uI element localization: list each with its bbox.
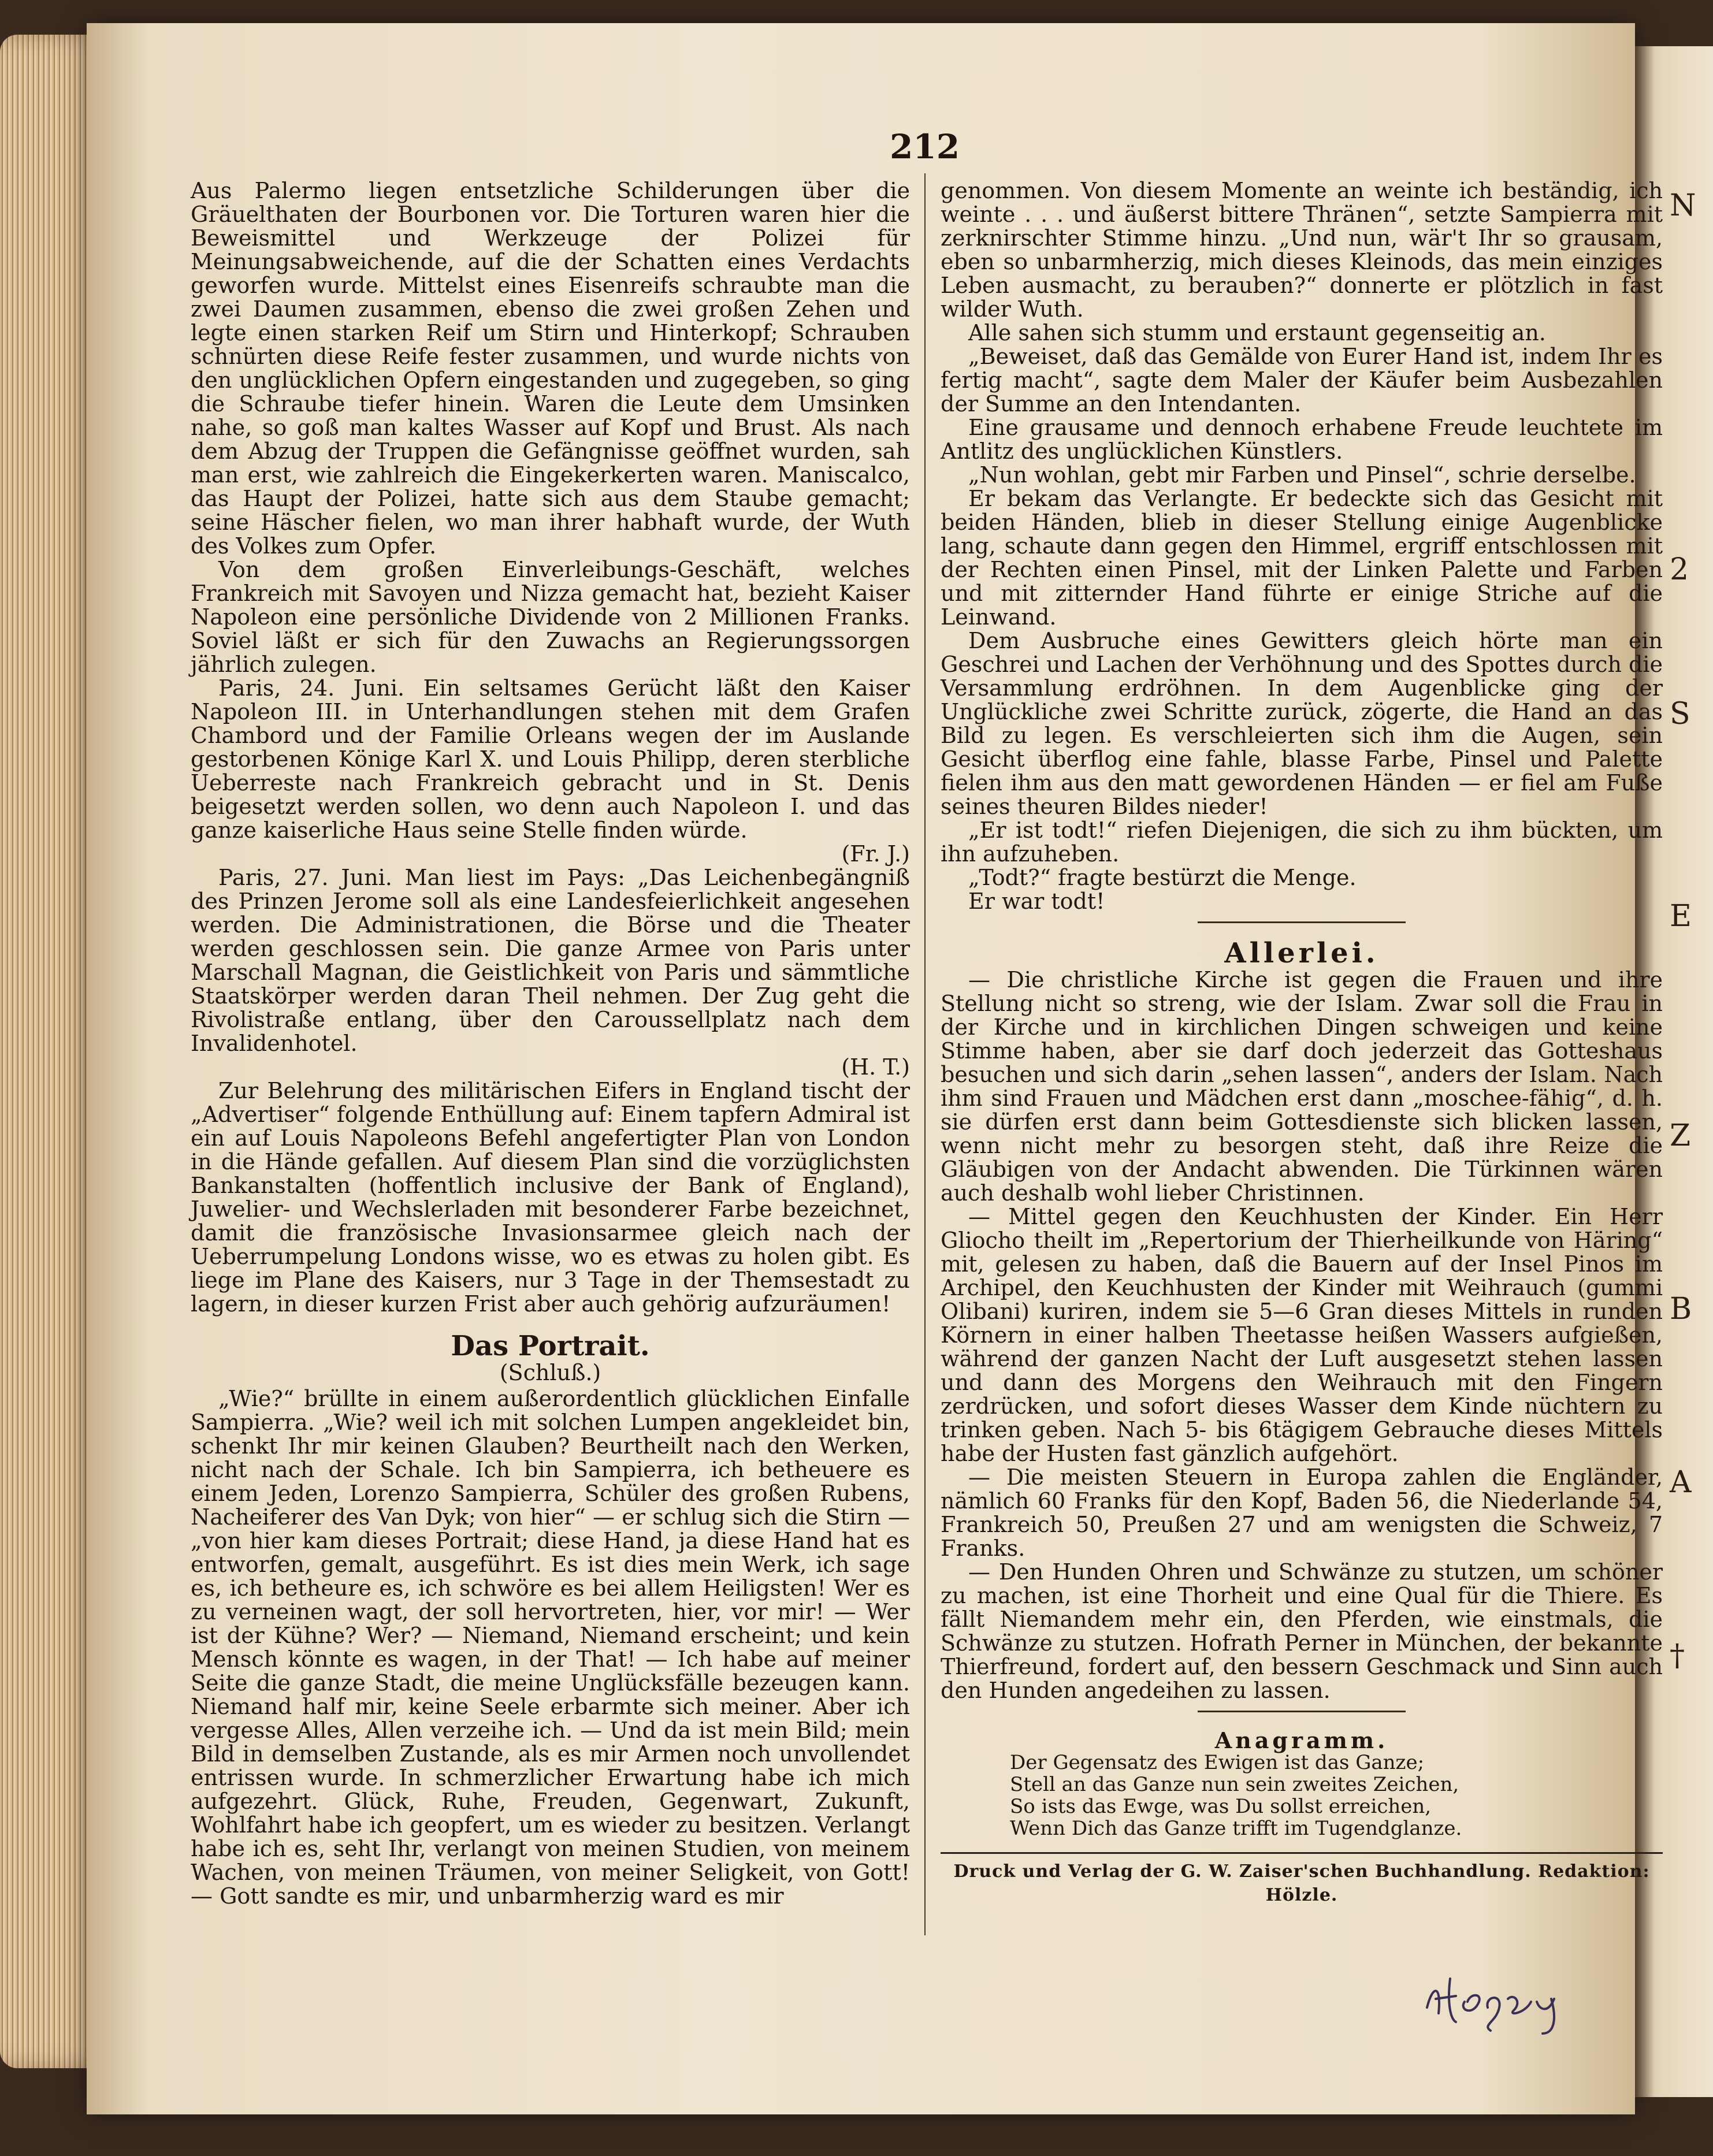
story-paragraph: „Nun wohlan, gebt mir Farben und Pinsel“, schrie derselbe. <box>968 462 1636 488</box>
story-paragraph: Er bekam das Verlangte. Er bedeckte sich das Gesicht mit beiden Händen, blieb in dieser Stellung einige Augenblicke lang, schaute dann gegen den Himmel, ergriff entschlossen mit der Rechten einen Pinsel, mit der Linken Palette und Farben und mit zitternder Hand führte er einige Striche auf die Leinwand. <box>941 486 1663 630</box>
news-paragraph: Von dem großen Einverleibungs-Geschäft, welches Frankreich mit Savoyen und Nizza gemacht hat, bezieht Kaiser Napoleon eine persönliche Dividende von 2 Millionen Franks. Soviel läßt er sich für den Zuwachs an Regierungssorgen jährlich zulegen. <box>191 557 910 677</box>
anagram-title: Anagramm. <box>1214 1727 1389 1753</box>
poem-line: So ists das Ewge, was Du sollst erreichen, <box>1010 1795 1432 1818</box>
news-paragraph: Aus Palermo liegen entsetzliche Schilderungen über die Gräuelthaten der Bourbonen vor. Die Torturen waren hier die Beweismittel und Werkzeuge der Polizei für Meinungsabweichende, auf die der Schatten eines Verdachts geworfen wurde. Mittelst eines Eisenreifs schraubte man die zwei Daumen zusammen, ebenso die zwei großen Zehen und legte einen starken Reif um Stirn und Hinterkopf; Schrauben schnürten diese Reife fester zusammen, und wurde nichts von den unglücklichen Opfern eingestanden und zugegeben, so ging die Schraube tiefer hinein. Waren die Leute dem Umsinken nahe, so goß man kaltes Wasser auf Kopf und Brust. Als nach dem Abzug der Truppen die Gefängnisse geöffnet wurden, sah man erst, wie zahlreich die Eingekerkerten waren. Maniscalco, das Haupt der Polizei, hatte sich aus dem Staube gemacht; seine Häscher fielen, wo man ihrer habhaft wurde, der Wuth des Volkes zum Opfer. <box>191 178 910 559</box>
story-paragraph: „Er ist todt!“ riefen Diejenigen, die sich zu ihm bückten, um ihn aufzuheben. <box>941 817 1663 867</box>
fragment-glyph: Z <box>1670 1118 1691 1153</box>
fragment-glyph: † <box>1670 1638 1685 1673</box>
miscellany-paragraph: — Den Hunden Ohren und Schwänze zu stutzen, um schöner zu machen, ist eine Thorheit und eine Qual für die Thiere. Es fällt Niemandem mehr ein, den Pferden, wie einstmals, die Schwänze zu stutzen. Hofrath Perner in München, der bekannte Thierfreund, fordert auf, den bessern Geschmack und Sinn auch den Hunden angedeihen zu lassen. <box>941 1559 1663 1703</box>
section-rule <box>1198 921 1406 923</box>
miscellany-paragraph: — Die christliche Kirche ist gegen die Frauen und ihre Stellung nicht so streng, wie der Islam. Zwar soll die Frau in der Kirche und in kirchlichen Dingen schweigen und keine Stimme haben, aber sie darf doch jederzeit das Gotteshaus besuchen und sich darin „sehen lassen“, anders der Islam. Nach ihm sind Frauen und Mädchen erst dann „moschee-fähig“, d. h. sie dürfen erst dann beim Gottesdienste sich blicken lassen, wenn nicht mehr zu besorgen steht, daß ihre Reize die Gläubigen von der Andacht abwenden. Die Türkinnen wären auch deshalb wohl lieber Christinnen. <box>941 967 1663 1206</box>
poem-line: Der Gegensatz des Ewigen ist das Ganze; <box>1010 1751 1425 1774</box>
right-column <box>941 179 1663 1907</box>
source-attribution: (Fr. J.) <box>841 841 910 867</box>
story-paragraph: Dem Ausbruche eines Gewitters gleich hörte man ein Geschrei und Lachen der Verhöhnung und des Spottes durch die Versammlung erdröhnen. In dem Augenblicke ging der Unglückliche zwei Schritte zurück, zögerte, die Hand an das Bild zu legen. Es verschleierten sich ihm die Augen, sein Gesicht überflog eine fahle, blasse Farbe, Pinsel und Palette fielen ihm aus den matt gewordenen Händen — er fiel am Fuße seines theuren Bildes nieder! <box>941 628 1663 819</box>
fragment-glyph: A <box>1670 1465 1692 1500</box>
fragment-glyph: E <box>1670 899 1692 934</box>
story-paragraph: „Beweiset, daß das Gemälde von Eurer Hand ist, indem Ihr es fertig macht“, sagte dem Maler der Käufer beim Ausbezahlen der Summe an den Intendanten. <box>941 344 1663 417</box>
fragment-glyph: 2 <box>1670 552 1689 587</box>
page-number: 212 <box>890 127 960 166</box>
fragment-glyph: N <box>1670 188 1696 223</box>
anagram-poem <box>941 1727 1663 1840</box>
story-paragraph: Er war todt! <box>968 889 1105 914</box>
fragment-glyph: S <box>1670 697 1690 731</box>
section-title-allerlei: Allerlei. <box>1224 937 1379 969</box>
story-paragraph: Eine grausame und dennoch erhabene Freude leuchtete im Antlitz des unglücklichen Künstlers. <box>941 415 1663 464</box>
miscellany-paragraph: — Mittel gegen den Keuchhusten der Kinder. Ein Herr Gliocho theilt im „Repertorium der Thierheilkunde von Häring“ mit, gelesen zu haben, daß die Bauern auf der Insel Pinos im Archipel, den Keuchhusten der Kinder mit Weihrauch (gummi Olibani) kuriren, indem sie 5—6 Gran dieses Mittels in runden Körnern in einer halben Theetasse heißen Wassers aufgießen, während der ganzen Nacht der Luft ausgesetzt stehen lassen und dann des Morgens den Weihrauch mit den Fingern zerdrücken, und sofort dieses Wasser dem Kinde nüchtern zu trinken geben. Nach 5- bis 6tägigem Gebrauche dieses Mittels habe der Husten fast gänzlich aufgehört. <box>941 1204 1663 1466</box>
news-paragraph: Paris, 27. Juni. Man liest im Pays: „Das Leichenbegängniß des Prinzen Jerome soll als eine Landesfeierlichkeit angesehen werden. Die Administrationen, die Börse und die Theater werden geschlossen sein. Die ganze Armee von Paris unter Marschall Magnan, die Geistlichkeit von Paris und sämmtliche Staatskörper werden daran Theil nehmen. Der Zug geht die Rivolistraße entlang, über den Caroussellplatz nach dem Invalidenhotel. <box>191 865 910 1056</box>
printer-imprint: Druck und Verlag der G. W. Zaiser'schen Buchhandlung. Redaktion: Hölzle. <box>953 1861 1650 1905</box>
story-paragraph: „Todt?“ fragte bestürzt die Menge. <box>968 865 1357 890</box>
fragment-glyph: B <box>1670 1292 1692 1326</box>
story-paragraph: Alle sahen sich stumm und erstaunt gegenseitig an. <box>968 320 1546 345</box>
story-paragraph: genommen. Von diesem Momente an weinte ich beständig, ich weinte . . . und äußerst bittere Thränen“, setzte Sampierra mit zerknirschter Stimme hinzu. „Und nun, wär't Ihr so grausam, eben so unbarmherzig, mich dieses Kleinods, das mein einziges Leben ausmacht, zu berauben?“ donnerte er plötzlich in fast wilder Wuth. <box>941 178 1663 322</box>
source-attribution: (H. T.) <box>841 1054 910 1080</box>
section-subtitle: (Schluß.) <box>499 1360 601 1385</box>
column-divider <box>924 173 926 1935</box>
section-rule <box>1198 1711 1406 1712</box>
news-paragraph: Paris, 24. Juni. Ein seltsames Gerücht läßt den Kaiser Napoleon III. in Unterhandlungen stehen mit dem Grafen Chambord und der Familie Orleans wegen der im Auslande gestorbenen Könige Karl X. und Louis Philipp, deren sterbliche Ueberreste nach Frankreich gebracht und in St. Denis beigesetzt werden sollen, wo denn auch Napoleon I. und das ganze kaiserliche Haus seine Stelle finden würde. <box>191 675 910 843</box>
left-column <box>191 179 910 1908</box>
story-paragraph: „Wie?“ brüllte in einem außerordentlich glücklichen Einfalle Sampierra. „Wie? weil ich mit solchen Lumpen angekleidet bin, schenkt Ihr mir keinen Glauben? Beurtheilt nach den Werken, nicht nach der Schale. Ich bin Sampierra, ich betheuere es einem Jeden, Lorenzo Sampierra, Schüler des großen Rubens, Nacheiferer des Van Dyk; von hier“ — er schlug sich die Stirn — „von hier kam dieses Portrait; diese Hand, ja diese Hand hat es entworfen, gemalt, ausgeführt. Es ist dies mein Werk, ich sage es, ich betheure es, ich schwöre es bei allem Heiligsten! Wer es zu verneinen wagt, der soll hervortreten, hier, vor mir! — Wer ist der Kühne? Wer? — Niemand, Niemand erscheint; und kein Mensch könnte es wagen, in der That! — Ich habe auf meiner Seite die ganze Stadt, die meine Unglücksfälle bezeugen kann. Niemand half mir, keine Seele erbarmte sich meiner. Aber ich vergesse Alles, Allen verzeihe ich. — Und da ist mein Bild; mein Bild in demselben Zustande, als es mir Armen noch unvollendet entrissen wurde. In schmerzlicher Erwartung habe ich mich aufgezehrt. Glück, Ruhe, Freuden, Gegenwart, Zukunft, Wohlfahrt habe ich geopfert, um es wieder zu besitzen. Verlangt habe ich es, seht Ihr, verlangt von meinen Studien, von meinem Wachen, von meinen Träumen, von meiner Seligkeit, von Gott! — Gott sandte es mir, und unbarmherzig ward es mir <box>191 1386 910 1909</box>
news-paragraph: Zur Belehrung des militärischen Eifers in England tischt der „Advertiser“ folgende Enthüllung auf: Einem tapfern Admiral ist ein auf Louis Napoleons Befehl angefertigter Plan von London in die Hände gefallen. Auf diesem Plan sind die vorzüglichsten Bankanstalten (hoffentlich inclusive der Bank of England), Juwelier- und Wechslerladen mit besonderer Farbe bezeichnet, damit die französische Invasionsarmee gleich nach der Ueberrumpelung Londons wisse, wo es etwas zu holen gibt. Es liege im Plane des Kaisers, nur 3 Tage in der Themsestadt zu lagern, in dieser kurzen Frist aber auch gehörig aufzuräumen! <box>191 1078 910 1317</box>
miscellany-paragraph: — Die meisten Steuern in Europa zahlen die Engländer, nämlich 60 Franks für den Kopf, Baden 56, die Niederlande 54, Frankreich 50, Preußen 27 und am wenigsten die Schweiz, 7 Franks. <box>941 1464 1663 1561</box>
section-title-portrait: Das Portrait. <box>451 1330 650 1362</box>
imprint-rule <box>941 1852 1663 1854</box>
poem-line: Wenn Dich das Ganze trifft im Tugendglanze. <box>1010 1817 1462 1840</box>
poem-line: Stell an das Ganze nun sein zweites Zeichen, <box>1010 1773 1459 1796</box>
